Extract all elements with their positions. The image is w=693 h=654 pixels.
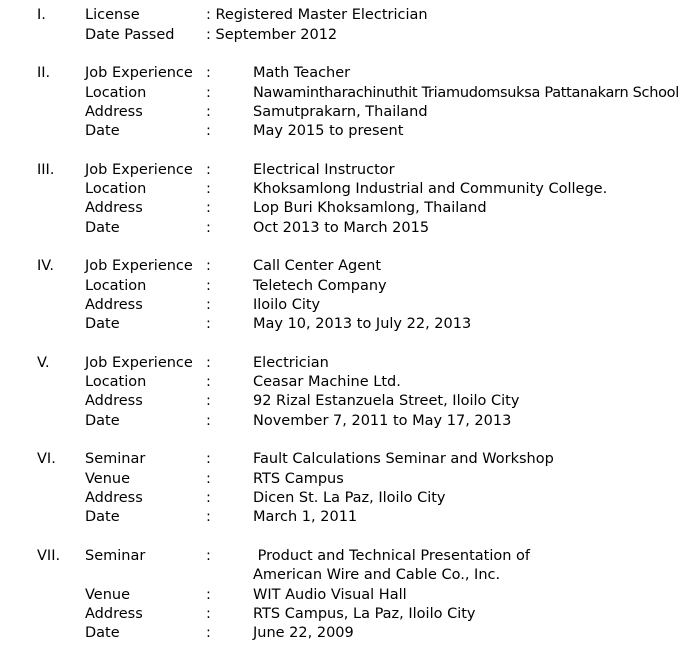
row-label: Job Experience: [85, 258, 193, 274]
row-separator: :: [206, 355, 211, 371]
section-row: [0, 469, 693, 489]
section-row: [0, 449, 693, 469]
section-row: [0, 295, 693, 315]
row-label: Location: [85, 278, 147, 294]
row-label: Date Passed: [85, 27, 175, 43]
section-number: III.: [37, 162, 55, 178]
row-separator: :: [206, 587, 211, 603]
section-number: VI.: [37, 451, 56, 467]
section-row: [0, 507, 693, 527]
row-label: Location: [85, 85, 147, 101]
section-row: [0, 411, 693, 431]
row-label: Location: [85, 374, 147, 390]
section-row: [0, 276, 693, 296]
section-row: [0, 353, 693, 373]
row-value: RTS Campus, La Paz, Iloilo City: [253, 606, 476, 622]
row-separator: :: [206, 374, 211, 390]
section-row: [0, 314, 693, 334]
section-row: [0, 372, 693, 392]
row-label: Date: [85, 220, 120, 236]
row-value: Call Center Agent: [253, 258, 382, 274]
row-value: Teletech Company: [253, 278, 387, 294]
row-separator: :: [206, 509, 211, 525]
row-label: Address: [85, 393, 143, 409]
row-label: Date: [85, 509, 120, 525]
section-row: [0, 256, 693, 276]
row-value: Oct 2013 to March 2015: [253, 220, 430, 236]
row-separator: :: [206, 413, 211, 429]
row-value: : Registered Master Electrician: [206, 7, 428, 23]
row-separator: :: [206, 625, 211, 641]
section-number: V.: [37, 355, 50, 371]
row-value: Ceasar Machine Ltd.: [253, 374, 401, 390]
section-row: [0, 83, 693, 103]
row-separator: :: [206, 471, 211, 487]
row-label: Date: [85, 316, 120, 332]
row-value: May 2015 to present: [253, 123, 404, 139]
row-separator: :: [206, 200, 211, 216]
row-separator: :: [206, 123, 211, 139]
row-value: Samutprakarn, Thailand: [253, 104, 428, 120]
license-row: [0, 5, 693, 25]
section-number: VII.: [37, 548, 61, 564]
row-value: Electrical Instructor: [253, 162, 395, 178]
row-value: Fault Calculations Seminar and Workshop: [253, 451, 554, 467]
section-number: II.: [37, 65, 51, 81]
row-value: Khoksamlong Industrial and Community College.: [253, 181, 608, 197]
row-separator: :: [206, 451, 211, 467]
section-row: [0, 121, 693, 141]
row-separator: :: [206, 490, 211, 506]
row-value: RTS Campus: [253, 471, 344, 487]
row-separator: :: [206, 220, 211, 236]
row-value: Math Teacher: [253, 65, 351, 81]
row-value: Lop Buri Khoksamlong, Thailand: [253, 200, 487, 216]
section-row: [0, 63, 693, 83]
row-label: Job Experience: [85, 65, 193, 81]
row-separator: :: [206, 258, 211, 274]
section-row: [0, 623, 693, 643]
section-row: [0, 391, 693, 411]
row-label: Address: [85, 200, 143, 216]
row-separator: :: [206, 316, 211, 332]
row-value: : September 2012: [206, 27, 338, 43]
row-separator: :: [206, 278, 211, 294]
row-value: May 10, 2013 to July 22, 2013: [253, 316, 472, 332]
row-value: Product and Technical Presentation of: [253, 548, 531, 564]
date-passed-row: [0, 25, 693, 45]
row-label: Seminar: [85, 548, 146, 564]
row-value: Dicen St. La Paz, Iloilo City: [253, 490, 446, 506]
row-value: November 7, 2011 to May 17, 2013: [253, 413, 512, 429]
row-label: Address: [85, 606, 143, 622]
row-separator: :: [206, 85, 211, 101]
row-value: March 1, 2011: [253, 509, 358, 525]
row-label: Address: [85, 490, 143, 506]
row-separator: :: [206, 181, 211, 197]
section-row: [0, 218, 693, 238]
row-label: Venue: [85, 587, 131, 603]
row-label: Venue: [85, 471, 131, 487]
row-label: License: [85, 7, 140, 23]
section-row: [0, 102, 693, 122]
section-row: [0, 179, 693, 199]
row-value: June 22, 2009: [253, 625, 354, 641]
section-row-continuation: [0, 565, 693, 585]
row-value: Iloilo City: [253, 297, 321, 313]
row-separator: :: [206, 548, 211, 564]
row-separator: :: [206, 297, 211, 313]
row-label: Job Experience: [85, 162, 193, 178]
row-value: Nawamintharachinuthit Triamudomsuksa Pattanakarn School: [253, 85, 679, 101]
row-label: Date: [85, 413, 120, 429]
row-value: 92 Rizal Estanzuela Street, Iloilo City: [253, 393, 520, 409]
section-row: [0, 160, 693, 180]
row-label: Location: [85, 181, 147, 197]
row-separator: :: [206, 162, 211, 178]
section-row: [0, 546, 693, 566]
section-row: [0, 585, 693, 605]
section-row: [0, 604, 693, 624]
section-row: [0, 488, 693, 508]
row-label: Date: [85, 625, 120, 641]
row-value: American Wire and Cable Co., Inc.: [253, 567, 501, 583]
section-number: IV.: [37, 258, 54, 274]
row-separator: :: [206, 393, 211, 409]
row-separator: :: [206, 606, 211, 622]
section-row: [0, 198, 693, 218]
row-separator: :: [206, 104, 211, 120]
row-value: WIT Audio Visual Hall: [253, 587, 407, 603]
row-label: Seminar: [85, 451, 146, 467]
section-number: I.: [37, 7, 46, 23]
row-label: Address: [85, 104, 143, 120]
row-label: Job Experience: [85, 355, 193, 371]
row-label: Date: [85, 123, 120, 139]
row-value: Electrician: [253, 355, 329, 371]
row-separator: :: [206, 65, 211, 81]
row-label: Address: [85, 297, 143, 313]
